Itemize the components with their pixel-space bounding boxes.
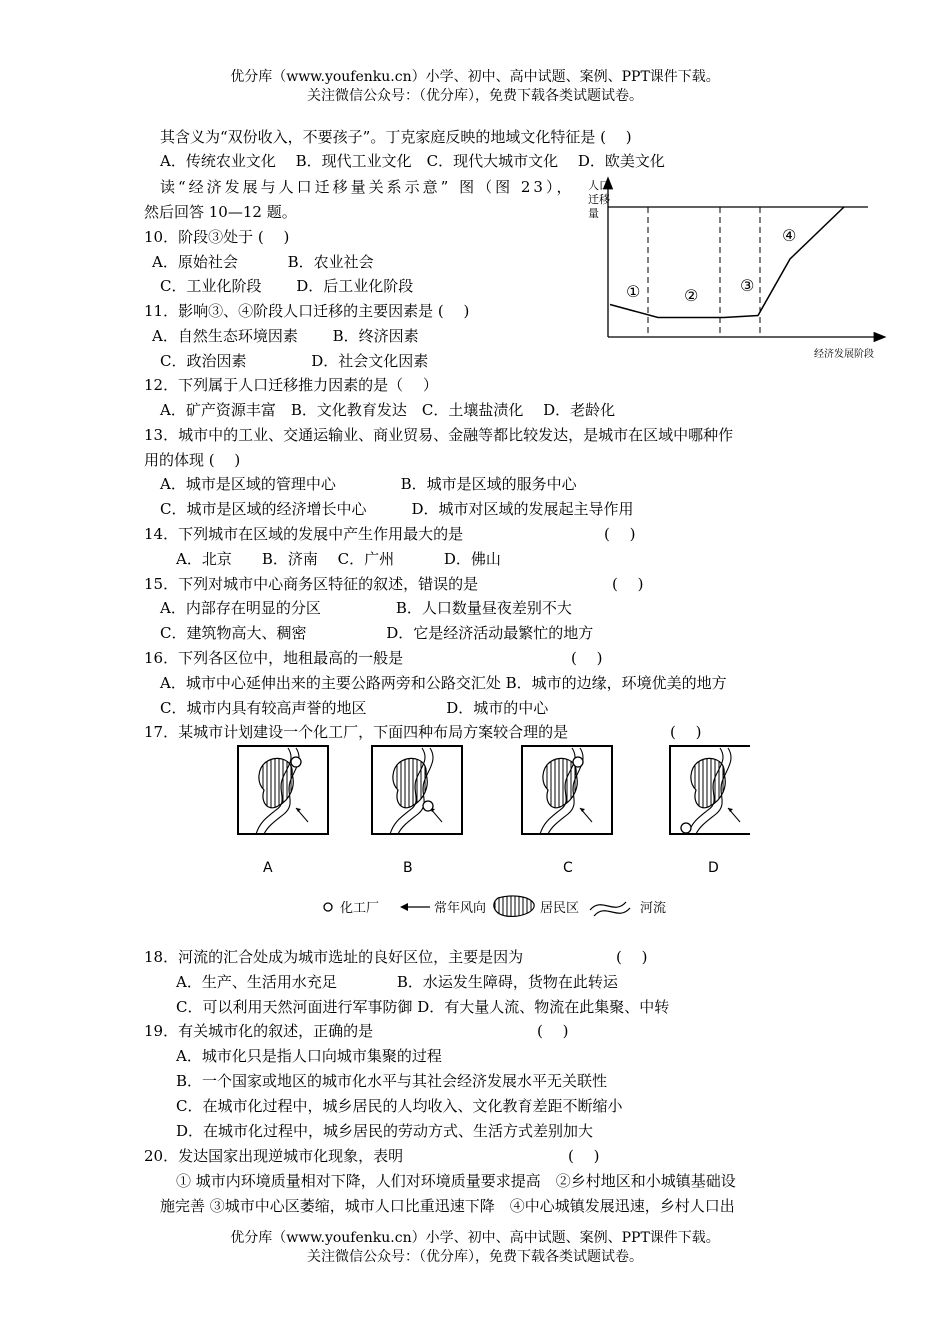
- label-b: B: [403, 860, 413, 876]
- q20-line-2: 施完善 ③城市中心区萎缩，城市人口比重迅速下降 ④中心城镇发展迅速，乡村人口出: [160, 1197, 735, 1215]
- q16-options-1: A．城市中心延伸出来的主要公路两旁和公路交汇处 B．城市的边缘，环境优美的地方: [160, 674, 727, 692]
- q19-paren: ( ): [537, 1022, 569, 1040]
- q15-options-1: A．内部存在明显的分区 B．人口数量昼夜差别不大: [160, 599, 572, 617]
- legend-river: 河流: [640, 901, 667, 916]
- header-line-2: 关注微信公众号：（优分库），免费下载各类试题试卷。: [307, 88, 643, 104]
- q16-paren: ( ): [571, 649, 603, 667]
- intro-line-2: 然后回答 10—12 题。: [144, 203, 297, 221]
- q13-stem-2: 用的体现 ( ): [144, 451, 241, 469]
- q10-stem: 10．阶段③处于 ( ): [144, 228, 290, 246]
- q18-paren: ( ): [616, 948, 648, 966]
- q20-line-1: ① 城市内环境质量相对下降，人们对环境质量要求提高 ②乡村地区和小城镇基础设: [176, 1172, 736, 1190]
- q13-options-2: C．城市是区域的经济增长中心 D．城市对区域的发展起主导作用: [160, 500, 634, 518]
- q15-options-2: C．建筑物高大、稠密 D．它是经济活动最繁忙的地方: [160, 624, 594, 642]
- q16-stem: 16．下列各区位中，地租最高的一般是: [144, 649, 404, 667]
- q13-stem-1: 13．城市中的工业、交通运输业、商业贸易、金融等都比较发达，是城市在区域中哪种作: [144, 426, 734, 444]
- layout-option-a: [238, 746, 328, 834]
- stage-label-4: ④: [782, 226, 797, 245]
- q9-stem: 其含义为“双份收入，不要孩子”。丁克家庭反映的地域文化特征是 ( ): [160, 128, 632, 146]
- q14-options: A．北京 B．济南 C．广州 D．佛山: [176, 550, 501, 568]
- q19-option-d: D．在城市化过程中，城乡居民的劳动方式、生活方式差别加大: [176, 1122, 594, 1140]
- layout-option-d: [670, 746, 750, 834]
- footer-line-1: 优分库（www.youfenku.cn）小学、初中、高中试题、案例、PPT课件下载。: [230, 1230, 720, 1246]
- q11-stem: 11．影响③、④阶段人口迁移的主要因素是 ( ): [144, 302, 470, 320]
- q18-stem: 18．河流的汇合处成为城市选址的良好区位，主要是因为: [144, 948, 524, 966]
- q17-paren: ( ): [670, 723, 702, 741]
- city-layout-figure: [230, 740, 750, 920]
- legend-wind: 常年风向: [434, 901, 487, 916]
- q15-paren: ( ): [612, 575, 644, 593]
- legend-residential-icon: [494, 896, 534, 916]
- q14-paren: ( ): [604, 525, 636, 543]
- q17-stem: 17．某城市计划建设一个化工厂，下面四种布局方案较合理的是: [144, 723, 569, 741]
- q11-options-2: C．政治因素 D．社会文化因素: [160, 352, 429, 370]
- q15-stem: 15．下列对城市中心商务区特征的叙述，错误的是: [144, 575, 479, 593]
- legend-factory-icon: [324, 903, 332, 911]
- y-label-2: 迁移: [588, 193, 610, 206]
- stage-label-3: ③: [740, 276, 755, 295]
- q13-options-1: A．城市是区域的管理中心 B．城市是区域的服务中心: [160, 475, 577, 493]
- layout-option-c: [522, 746, 612, 834]
- factory-icon: [681, 823, 691, 833]
- q19-stem: 19．有关城市化的叙述，正确的是: [144, 1022, 374, 1040]
- intro-line-1: 读“经济发展与人口迁移量关系示意” 图（图 23），: [160, 178, 575, 196]
- q19-option-a: A．城市化只是指人口向城市集聚的过程: [176, 1047, 442, 1065]
- q19-option-b: B．一个国家或地区的城市化水平与其社会经济发展水平无关联性: [176, 1072, 608, 1090]
- legend-factory: 化工厂: [340, 901, 380, 916]
- series-line: [610, 207, 844, 318]
- q18-options-2: C．可以利用天然河面进行军事防御 D．有大量人流、物流在此集聚、中转: [176, 998, 670, 1016]
- label-a: A: [263, 860, 273, 876]
- stage-label-2: ②: [684, 286, 699, 305]
- q12-options: A．矿产资源丰富 B．文化教育发达 C．土壤盐渍化 D．老龄化: [160, 401, 616, 419]
- q10-options-1: A．原始社会 B．农业社会: [152, 253, 374, 271]
- factory-icon: [423, 801, 433, 811]
- label-d: D: [708, 860, 719, 876]
- migration-chart: [584, 173, 904, 365]
- q19-option-c: C．在城市化过程中，城乡居民的人均收入、文化教育差距不断缩小: [176, 1097, 623, 1115]
- q11-options-1: A．自然生态环境因素 B．终济因素: [152, 327, 419, 345]
- y-label-3: 量: [588, 207, 599, 220]
- q20-paren: ( ): [568, 1147, 600, 1165]
- q20-stem: 20．发达国家出现逆城市化现象，表明: [144, 1147, 404, 1165]
- x-axis-label: 经济发展阶段: [814, 349, 874, 360]
- label-c: C: [563, 860, 573, 876]
- footer-line-2: 关注微信公众号：（优分库），免费下载各类试题试卷。: [307, 1249, 643, 1265]
- q14-stem: 14．下列城市在区域的发展中产生作用最大的是: [144, 525, 464, 543]
- header-line-1: 优分库（www.youfenku.cn）小学、初中、高中试题、案例、PPT课件下载。: [230, 69, 720, 85]
- factory-icon: [291, 757, 301, 767]
- q10-options-2: C．工业化阶段 D．后工业化阶段: [160, 277, 414, 295]
- legend-river-icon: [590, 902, 626, 910]
- legend-residential: 居民区: [540, 901, 580, 916]
- q16-options-2: C．城市内具有较高声誉的地区 D．城市的中心: [160, 699, 549, 717]
- q12-stem: 12．下列属于人口迁移推力因素的是（ ）: [144, 376, 438, 394]
- stage-label-1: ①: [626, 282, 641, 301]
- q18-options-1: A．生产、生活用水充足 B．水运发生障碍，货物在此转运: [176, 973, 618, 991]
- y-label-1: 人口: [588, 179, 610, 192]
- q9-options: A．传统农业文化 B．现代工业文化 C．现代大城市文化 D．欧美文化: [160, 152, 665, 170]
- factory-icon: [573, 757, 583, 767]
- layout-option-b: [372, 746, 462, 834]
